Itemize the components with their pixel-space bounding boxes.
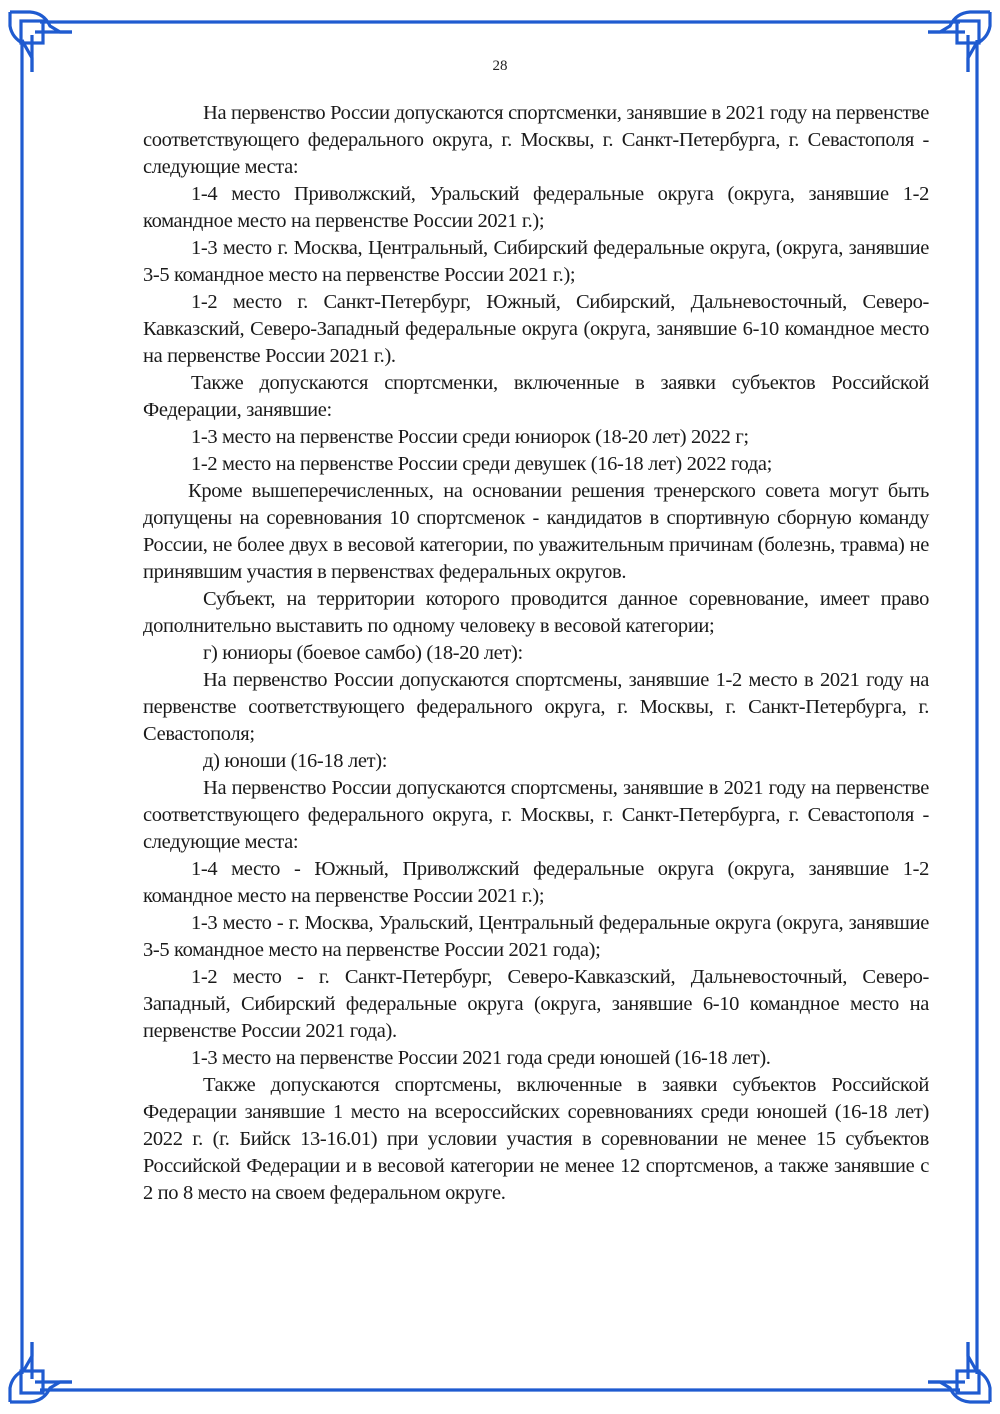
corner-ornament-bottom-right-icon	[928, 1342, 990, 1402]
paragraph: 1-4 место - Южный, Приволжский федеральные округа (округа, занявшие 1-2 командное место на первенстве России 2021 г.);	[143, 858, 929, 907]
paragraph: 1-2 место - г. Санкт-Петербург, Северо-Кавказский, Дальневосточный, Северо-Западный, Сибирский федеральные округа (округа, занявшие 6-10 командное место на первенстве России 2021 года).	[143, 966, 929, 1042]
page-number: 28	[492, 58, 508, 74]
paragraph: 1-3 место - г. Москва, Уральский, Центральный федеральные округа (округа, занявшие 3-5 командное место на первенстве России 2021 года);	[143, 912, 929, 961]
paragraph: На первенство России допускаются спортсмены, занявшие в 2021 году на первенстве соответствующего федерального округа, г. Москвы, г. Санкт-Петербурга, г. Севастополя - следующие места:	[143, 777, 929, 853]
paragraph: На первенство России допускаются спортсмены, занявшие 1-2 место в 2021 году на первенстве соответствующего федерального округа, г. Москвы, г. Санкт-Петербурга, г. Севастополя;	[143, 669, 929, 745]
paragraph: 1-4 место Приволжский, Уральский федеральные округа (округа, занявшие 1-2 командное место на первенстве России 2021 г.);	[143, 183, 929, 232]
paragraph: 1-2 место на первенстве России среди девушек (16-18 лет) 2022 года;	[191, 453, 773, 475]
paragraph: г) юниоры (боевое самбо) (18-20 лет):	[203, 642, 523, 664]
paragraph: 1-3 место на первенстве России среди юниорок (18-20 лет) 2022 г;	[191, 426, 749, 448]
paragraph: Также допускаются спортсменки, включенные в заявки субъектов Российской Федерации, занявшие:	[143, 372, 929, 421]
corner-ornament-bottom-left-icon	[10, 1342, 72, 1402]
paragraph: 1-2 место г. Санкт-Петербург, Южный, Сибирский, Дальневосточный, Северо-Кавказский, Северо-Западный федеральные округа (округа, занявшие 6-10 командное место на первенстве России 2021 г.).	[143, 291, 929, 367]
document-body	[143, 100, 929, 1207]
paragraph: Субъект, на территории которого проводится данное соревнование, имеет право дополнительно выставить по одному человеку в весовой категории;	[143, 588, 929, 637]
paragraph: 1-3 место на первенстве России 2021 года среди юношей (16-18 лет).	[191, 1047, 771, 1069]
paragraph: Также допускаются спортсмены, включенные в заявки субъектов Российской Федерации занявшие 1 место на всероссийских соревнованиях среди юношей (16-18 лет) 2022 г. (г. Бийск 13-16.01) при условии участия в соревновании не менее 15 субъектов Российской Федерации и в весовой категории не менее 12 спортсменов, а также занявшие с 2 по 8 место на своем федеральном округе.	[143, 1074, 929, 1204]
paragraph: Кроме вышеперечисленных, на основании решения тренерского совета могут быть допущены на соревнования 10 спортсменок - кандидатов в спортивную сборную команду России, не более двух в весовой категории, по уважительным причинам (болезнь, травма) не принявшим участия в первенствах федеральных округов.	[143, 480, 929, 583]
paragraph: 1-3 место г. Москва, Центральный, Сибирский федеральные округа, (округа, занявшие 3-5 командное место на первенстве России 2021 г.);	[143, 237, 929, 286]
paragraph: д) юноши (16-18 лет):	[203, 750, 388, 772]
paragraph: На первенство России допускаются спортсменки, занявшие в 2021 году на первенстве соответствующего федерального округа, г. Москвы, г. Санкт-Петербурга, г. Севастополя - следующие места:	[143, 102, 929, 178]
